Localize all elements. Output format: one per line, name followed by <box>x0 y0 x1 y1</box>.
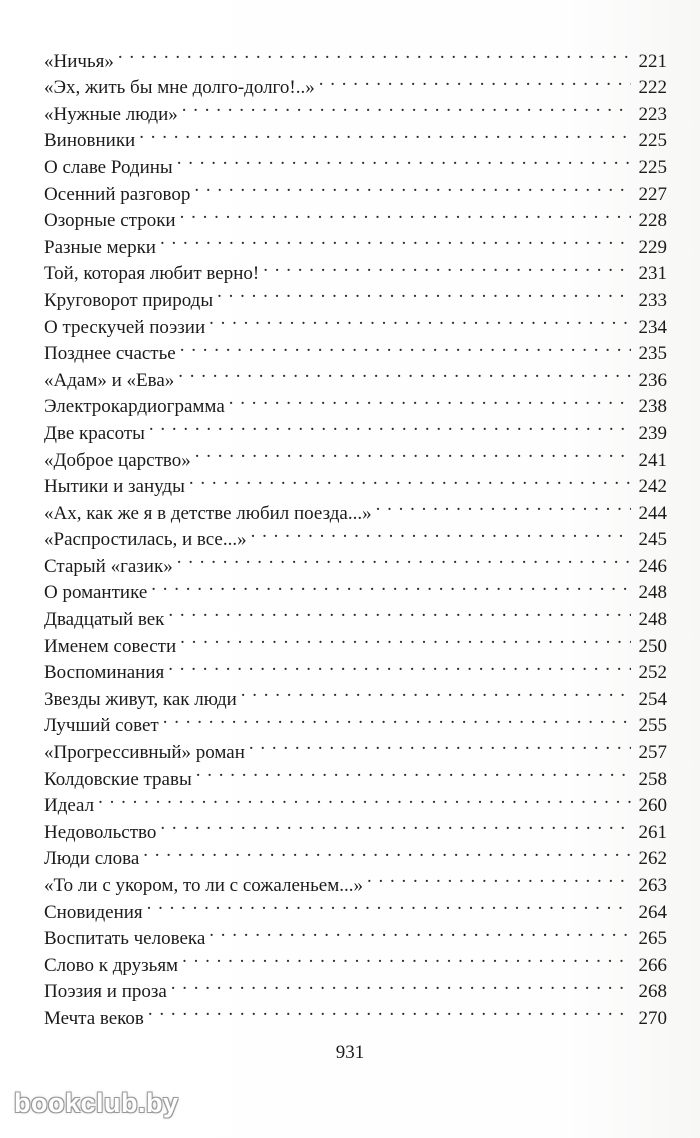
toc-entry-title: Колдовские травы <box>44 768 192 790</box>
dot-leader <box>194 173 631 200</box>
toc-entry-title: Старый «газик» <box>44 555 173 577</box>
table-of-contents <box>44 40 667 1029</box>
dot-leader <box>160 226 631 253</box>
toc-entry-title: Осенний разговор <box>44 183 191 205</box>
toc-entry-page: 227 <box>638 183 667 205</box>
toc-entry-page: 222 <box>638 77 667 99</box>
toc-entry-page: 238 <box>638 396 667 418</box>
toc-entry-title: Той, которая любит верно! <box>44 263 260 285</box>
dot-leader <box>98 785 631 812</box>
toc-entry-title: Круговорот природы <box>44 289 214 311</box>
toc-entry-page: 266 <box>638 954 667 976</box>
toc-entry-page: 228 <box>638 210 667 232</box>
toc-entry-title: Звезды живут, как люди <box>44 688 237 710</box>
toc-entry-page: 223 <box>638 103 667 125</box>
toc-entry-title: О романтике <box>44 582 148 604</box>
toc-entry-page: 268 <box>638 981 667 1003</box>
dot-leader <box>251 519 631 546</box>
toc-entry-title: «Доброе царство» <box>44 449 191 471</box>
dot-leader <box>180 333 631 360</box>
toc-entry-title: Электрокардиограмма <box>44 396 225 418</box>
toc-entry-page: 262 <box>638 848 667 870</box>
toc-entry-title: «Распростилась, и все...» <box>44 529 247 551</box>
toc-entry-title: Именем совести <box>44 635 177 657</box>
dot-leader <box>160 811 631 838</box>
toc-entry-title: «Ах, как же я в детстве любил поезда...» <box>44 502 372 524</box>
toc-entry-title: Люди слова <box>44 848 140 870</box>
toc-entry-title: Двадцатый век <box>44 609 165 631</box>
toc-entry-page: 234 <box>638 316 667 338</box>
toc-entry <box>44 811 667 843</box>
toc-entry-title: Мечта веков <box>44 1007 144 1029</box>
toc-entry-page: 239 <box>638 422 667 444</box>
dot-leader <box>241 678 631 705</box>
toc-entry-page: 225 <box>638 130 667 152</box>
dot-leader <box>229 386 631 413</box>
toc-entry-page: 231 <box>638 263 667 285</box>
toc-entry-title: Озорные строки <box>44 210 176 232</box>
dot-leader <box>196 758 631 785</box>
toc-entry-page: 235 <box>638 343 667 365</box>
toc-entry-page: 236 <box>638 369 667 391</box>
dot-leader <box>151 572 631 599</box>
toc-entry-page: 241 <box>638 449 667 471</box>
dot-leader <box>182 944 631 971</box>
toc-entry-title: «Эх, жить бы мне долго-долго!..» <box>44 77 315 99</box>
toc-entry <box>44 785 667 817</box>
dot-leader <box>367 864 631 891</box>
dot-leader <box>149 412 631 439</box>
dot-leader <box>178 359 631 386</box>
toc-entry-title: Позднее счастье <box>44 343 176 365</box>
toc-entry-page: 261 <box>638 821 667 843</box>
dot-leader <box>118 40 631 67</box>
dot-leader <box>189 466 631 493</box>
toc-entry-title: «Ничья» <box>44 50 114 72</box>
dot-leader <box>177 146 631 173</box>
dot-leader <box>195 439 631 466</box>
toc-entry-page: 221 <box>638 50 667 72</box>
toc-entry-title: Разные мерки <box>44 236 156 258</box>
toc-entry-title: «Нужные люди» <box>44 103 178 125</box>
watermark-logo: bookclub.by <box>14 1088 179 1118</box>
dot-leader <box>319 67 631 94</box>
toc-entry-page: 250 <box>638 635 667 657</box>
toc-entry-title: «Адам» и «Ева» <box>44 369 175 391</box>
dot-leader <box>148 997 631 1024</box>
dot-leader <box>168 652 631 679</box>
toc-entry-page: 244 <box>638 502 667 524</box>
toc-entry-title: Идеал <box>44 795 95 817</box>
toc-entry-page: 245 <box>638 529 667 551</box>
toc-entry-title: Две красоты <box>44 422 145 444</box>
dot-leader <box>180 625 631 652</box>
toc-entry-page: 257 <box>638 742 667 764</box>
toc-entry-title: Нытики и зануды <box>44 476 185 498</box>
toc-entry-page: 246 <box>638 555 667 577</box>
dot-leader <box>177 545 631 572</box>
toc-entry-page: 248 <box>638 582 667 604</box>
toc-entry <box>44 67 667 99</box>
dot-leader <box>263 253 631 280</box>
toc-entry-page: 225 <box>638 156 667 178</box>
toc-entry-title: О славе Родины <box>44 156 173 178</box>
dot-leader <box>171 971 631 998</box>
toc-entry-title: О трескучей поэзии <box>44 316 206 338</box>
toc-entry-page: 265 <box>638 928 667 950</box>
toc-entry-page: 255 <box>638 715 667 737</box>
dot-leader <box>147 891 631 918</box>
dot-leader <box>168 598 631 625</box>
toc-entry-title: Слово к друзьям <box>44 954 179 976</box>
toc-entry-title: Лучший совет <box>44 715 159 737</box>
toc-entry-title: «Прогрессивный» роман <box>44 742 245 764</box>
toc-entry <box>44 40 667 72</box>
toc-entry-title: Недовольство <box>44 821 157 843</box>
toc-entry-page: 229 <box>638 236 667 258</box>
toc-entry-title: Виновники <box>44 130 136 152</box>
dot-leader <box>180 200 631 227</box>
page-number: 931 <box>335 1042 365 1063</box>
dot-leader <box>143 838 631 865</box>
dot-leader <box>209 918 631 945</box>
toc-entry-page: 254 <box>638 688 667 710</box>
toc-entry-page: 242 <box>638 476 667 498</box>
dot-leader <box>139 120 631 147</box>
dot-leader <box>217 279 631 306</box>
toc-entry-page: 248 <box>638 609 667 631</box>
dot-leader <box>376 492 631 519</box>
toc-entry-title: Воспитать человека <box>44 928 206 950</box>
toc-entry-title: «То ли с укором, то ли с сожаленьем...» <box>44 875 363 896</box>
toc-entry-page: 264 <box>638 901 667 923</box>
toc-entry-page: 252 <box>638 662 667 684</box>
toc-entry-title: Поэзия и проза <box>44 981 167 1003</box>
toc-entry-title: Сновидения <box>44 901 143 923</box>
dot-leader <box>182 93 631 120</box>
toc-entry-page: 270 <box>638 1007 667 1029</box>
dot-leader <box>209 306 631 333</box>
dot-leader <box>249 731 631 758</box>
toc-entry-page: 233 <box>638 289 667 311</box>
toc-entry-page: 260 <box>638 795 667 817</box>
toc-entry-title: Воспоминания <box>44 662 165 684</box>
toc-entry-page: 258 <box>638 768 667 790</box>
dot-leader <box>163 705 631 732</box>
toc-entry-page: 263 <box>638 875 667 896</box>
